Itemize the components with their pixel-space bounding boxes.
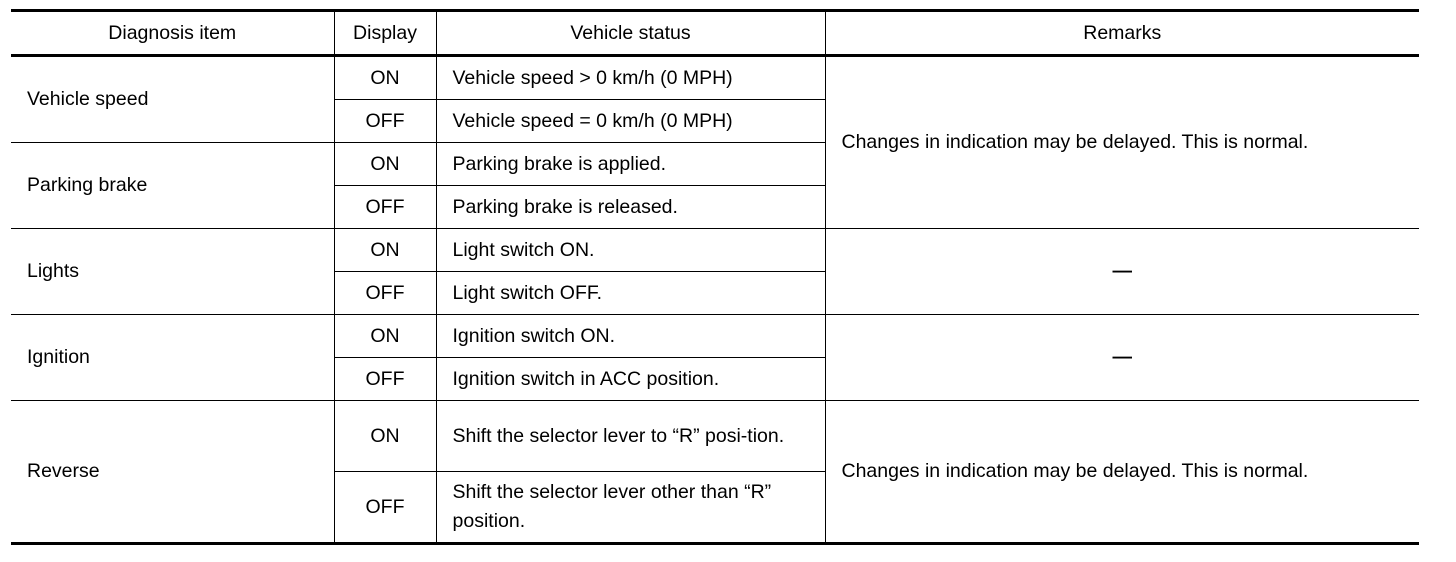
header-vehicle-status: Vehicle status <box>436 11 825 56</box>
display-value: OFF <box>334 186 436 229</box>
remark-ignition <box>825 315 1419 401</box>
remark-dash: — <box>1112 260 1132 282</box>
vehicle-status: Light switch ON. <box>436 229 825 272</box>
display-value: OFF <box>334 472 436 544</box>
vehicle-status: Ignition switch in ACC position. <box>436 358 825 401</box>
display-value: ON <box>334 143 436 186</box>
display-value: ON <box>334 401 436 472</box>
vehicle-status: Parking brake is applied. <box>436 143 825 186</box>
vehicle-status: Vehicle speed > 0 km/h (0 MPH) <box>436 56 825 100</box>
display-value: ON <box>334 229 436 272</box>
vehicle-status: Shift the selector lever other than “R” position. <box>436 472 825 544</box>
vehicle-status: Vehicle speed = 0 km/h (0 MPH) <box>436 100 825 143</box>
diagnosis-item-reverse: Reverse <box>11 401 334 544</box>
diagnosis-item-vehicle-speed: Vehicle speed <box>11 56 334 143</box>
display-value: OFF <box>334 100 436 143</box>
header-remarks: Remarks <box>825 11 1419 56</box>
diagnosis-item-ignition: Ignition <box>11 315 334 401</box>
remark-lights <box>825 229 1419 315</box>
header-display: Display <box>334 11 436 56</box>
remark-dash: — <box>1112 346 1132 368</box>
display-value: ON <box>334 315 436 358</box>
table-row <box>11 401 1419 472</box>
table-row <box>11 56 1419 100</box>
vehicle-status: Light switch OFF. <box>436 272 825 315</box>
vehicle-status: Shift the selector lever to “R” posi-tion. <box>436 401 825 472</box>
display-value: ON <box>334 56 436 100</box>
display-value: OFF <box>334 358 436 401</box>
display-value: OFF <box>334 272 436 315</box>
header-diagnosis-item: Diagnosis item <box>11 11 334 56</box>
diagnosis-item-parking-brake: Parking brake <box>11 143 334 229</box>
diagnosis-item-lights: Lights <box>11 229 334 315</box>
remark-reverse: Changes in indication may be delayed. This is normal. <box>825 401 1419 544</box>
diagnosis-table <box>11 9 1419 545</box>
vehicle-status: Ignition switch ON. <box>436 315 825 358</box>
vehicle-status: Parking brake is released. <box>436 186 825 229</box>
table-row <box>11 315 1419 358</box>
table-header-row <box>11 11 1419 56</box>
table-row <box>11 229 1419 272</box>
remark-speed-brake: Changes in indication may be delayed. This is normal. <box>825 56 1419 229</box>
